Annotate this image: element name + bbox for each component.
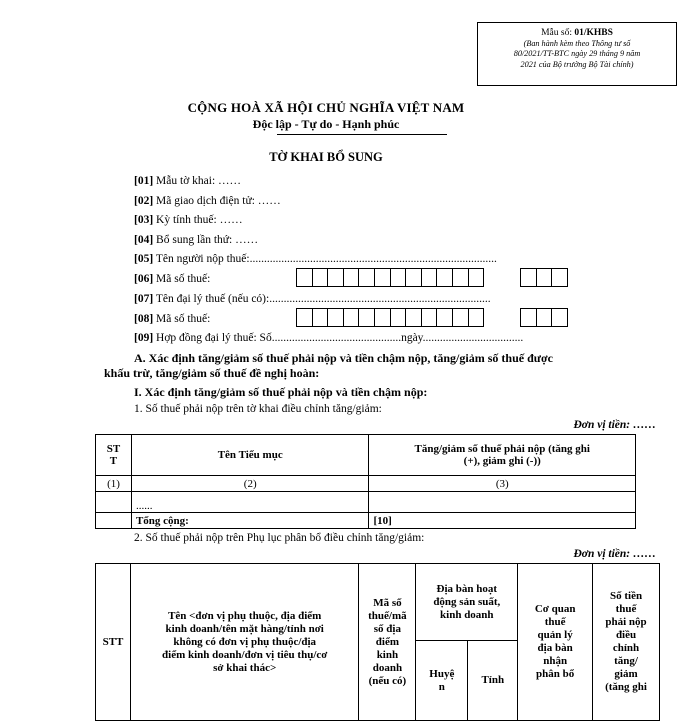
digit-box[interactable]	[327, 308, 344, 327]
header-business-area: Địa bàn hoạt động sản suất, kinh doanh	[416, 564, 518, 641]
digit-box[interactable]	[405, 308, 422, 327]
section-i-heading: I. Xác định tăng/giảm số thuế phải nộp và tiền chậm nộp:	[134, 385, 428, 399]
field-taxpayer-tax-code: [06] Mã số thuế:	[134, 273, 211, 285]
motto: Độc lập - Tự do - Hạnh phúc	[252, 117, 400, 131]
table-row: ......	[96, 492, 636, 513]
digit-box[interactable]	[343, 308, 360, 327]
digit-box[interactable]	[468, 308, 485, 327]
header-unit-name: Tên <đơn vị phụ thuộc, địa điểm kinh doanh/tên mặt hàng/tỉnh nơi không có đơn vị phụ thuộc/địa điểm kinh doanh/đơn vị tiêu thụ/cơ sở khai thác>	[130, 564, 358, 721]
digit-box[interactable]	[374, 308, 391, 327]
form-code: Mẫu số: 01/KHBS	[541, 28, 613, 38]
digit-box[interactable]	[551, 308, 568, 327]
tax-code-boxes	[297, 268, 484, 287]
digit-box[interactable]	[390, 268, 407, 287]
table-row-total: Tổng cộng: [10]	[96, 513, 636, 529]
header-tax-code: Mã số thuế/mã số địa điểm kinh doanh (nếu có)	[359, 564, 416, 721]
digit-box[interactable]	[343, 268, 360, 287]
digit-box[interactable]	[536, 308, 553, 327]
field-tax-agent-name: [07] Tên đại lý thuế (nếu có):.............................................................................	[134, 293, 491, 305]
field-transaction-code: [02] Mã giao dịch điện tử: ……	[134, 195, 281, 207]
digit-box[interactable]	[436, 268, 453, 287]
digit-box[interactable]	[520, 268, 537, 287]
table-header-row	[96, 564, 660, 641]
digit-box[interactable]	[296, 308, 313, 327]
digit-box[interactable]	[520, 308, 537, 327]
header-tax-agency: Cơ quan thuế quản lý địa bàn nhận phân bổ	[518, 564, 593, 721]
form-note-line: 2021 của Bộ trưởng Bộ Tài chính)	[520, 59, 634, 69]
digit-box[interactable]	[358, 308, 375, 327]
section-a-heading: A. Xác định tăng/giảm số thuế phải nộp và tiền chậm nộp, tăng/giảm số thuế được khấu trừ, tăng/giảm số thuế đề nghị hoàn:	[104, 351, 553, 380]
digit-box[interactable]	[468, 268, 485, 287]
form-code-box	[477, 22, 677, 86]
table-header-row	[96, 435, 636, 476]
digit-box[interactable]	[358, 268, 375, 287]
field-form-template: [01] Mẫu tờ khai: ……	[134, 175, 242, 187]
tax-adjustment-table	[95, 434, 636, 529]
digit-box[interactable]	[405, 268, 422, 287]
item-2-label: 2. Số thuế phải nộp trên Phụ lục phân bổ điều chỉnh tăng/giảm:	[134, 532, 425, 544]
allocation-table	[95, 563, 660, 721]
tax-code-branch-boxes	[521, 268, 568, 287]
header-name: Tên Tiểu mục	[131, 435, 369, 476]
digit-box[interactable]	[551, 268, 568, 287]
agent-tax-code-branch-boxes	[521, 308, 568, 327]
item-1-label: 1. Số thuế phải nộp trên tờ khai điều chỉnh tăng/giảm:	[134, 403, 382, 415]
field-agent-contract: [09] Hợp đồng đại lý thuế: Số.............................................ngày...................................	[134, 332, 524, 344]
field-supplement-number: [04] Bổ sung lần thứ: ……	[134, 234, 259, 246]
form-note-line: 80/2021/TT-BTC ngày 29 tháng 9 năm	[513, 49, 641, 59]
table-row: (1) (2) (3)	[96, 476, 636, 492]
header-stt: ST T	[96, 435, 132, 476]
digit-box[interactable]	[452, 268, 469, 287]
currency-unit-label: Đơn vị tiền: ……	[573, 419, 656, 431]
digit-box[interactable]	[421, 308, 438, 327]
digit-box[interactable]	[390, 308, 407, 327]
header-stt: STT	[96, 564, 131, 721]
form-note-line: (Ban hành kèm theo Thông tư số	[523, 38, 631, 48]
motto-underline	[277, 134, 447, 135]
nation-heading: CỘNG HOÀ XÃ HỘI CHỦ NGHĨA VIỆT NAM	[187, 100, 465, 115]
header-province: Tỉnh	[468, 641, 518, 721]
field-taxpayer-name: [05] Tên người nộp thuế:......................................................................................	[134, 253, 497, 265]
digit-box[interactable]	[452, 308, 469, 327]
header-district: Huyệ n	[416, 641, 468, 721]
digit-box[interactable]	[312, 308, 329, 327]
header-adjusted-amount: Số tiền thuế phải nộp điều chỉnh tăng/ giảm (tăng ghi	[593, 564, 660, 721]
field-agent-tax-code: [08] Mã số thuế:	[134, 313, 211, 325]
digit-box[interactable]	[312, 268, 329, 287]
document-title: TỜ KHAI BỔ SUNG	[269, 150, 383, 164]
digit-box[interactable]	[421, 268, 438, 287]
header-change: Tăng/giảm số thuế phải nộp (tăng ghi (+), giảm ghi (-))	[369, 435, 636, 476]
digit-box[interactable]	[327, 268, 344, 287]
field-tax-period: [03] Kỳ tính thuế: ……	[134, 214, 243, 226]
digit-box[interactable]	[536, 268, 553, 287]
digit-box[interactable]	[436, 308, 453, 327]
digit-box[interactable]	[296, 268, 313, 287]
currency-unit-label: Đơn vị tiền: ……	[573, 548, 656, 560]
agent-tax-code-boxes	[297, 308, 484, 327]
digit-box[interactable]	[374, 268, 391, 287]
